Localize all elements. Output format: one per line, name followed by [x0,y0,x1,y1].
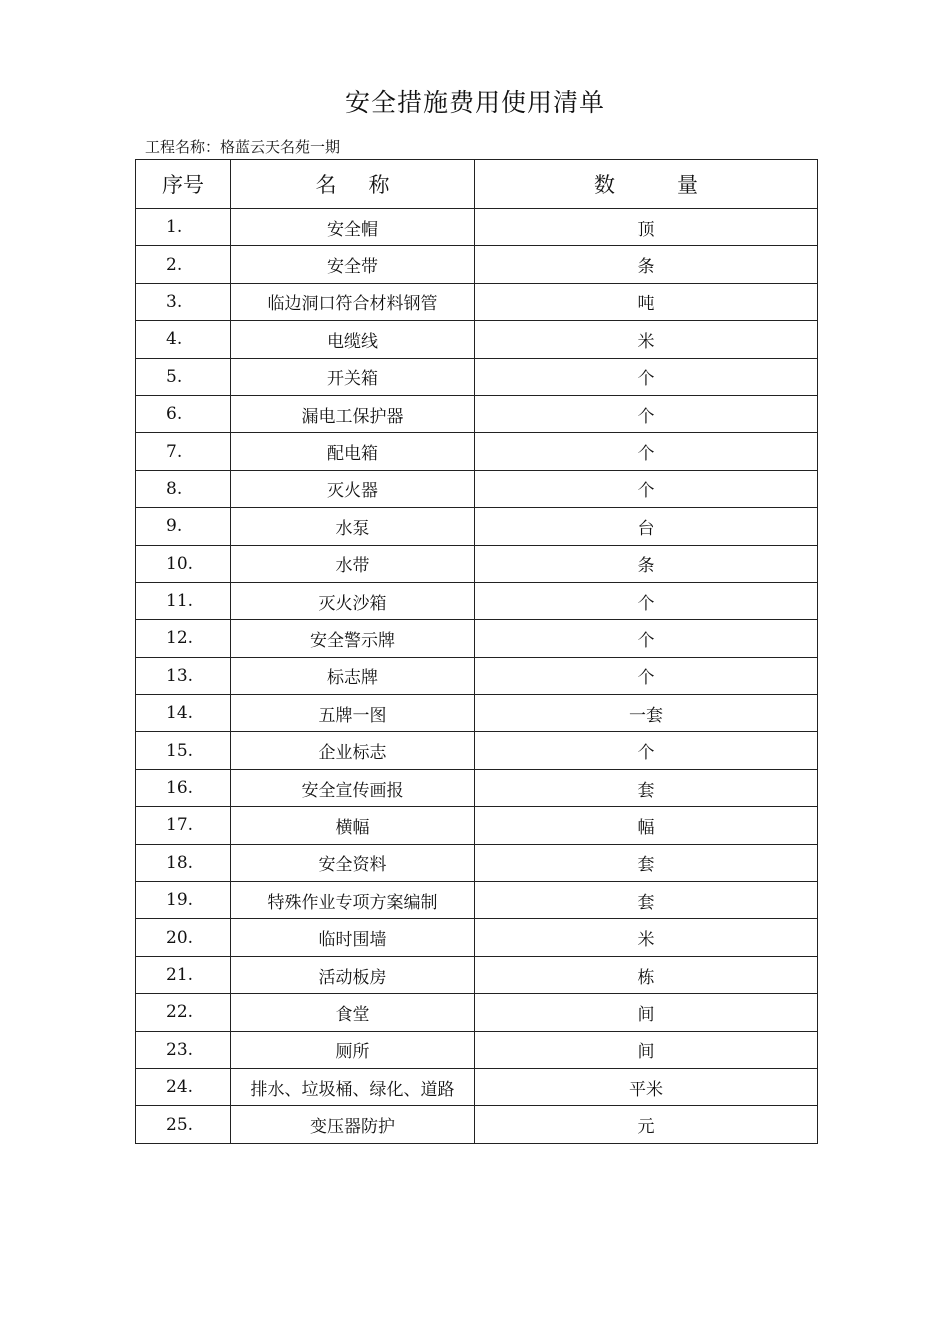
row-item-name: 食堂 [231,994,475,1031]
row-quantity-unit: 间 [475,994,818,1031]
table-row [136,620,818,657]
row-quantity-unit: 吨 [475,283,818,320]
table-row [136,956,818,993]
row-index: 10. [136,545,231,582]
table-row [136,695,818,732]
row-quantity-unit: 个 [475,470,818,507]
row-item-name: 漏电工保护器 [231,395,475,432]
row-item-name: 水带 [231,545,475,582]
row-quantity-unit: 条 [475,246,818,283]
row-item-name: 灭火沙箱 [231,582,475,619]
table-row [136,732,818,769]
row-quantity-unit: 个 [475,657,818,694]
table-row [136,395,818,432]
row-index: 24. [136,1068,231,1105]
row-quantity-unit: 套 [475,844,818,881]
row-index: 19. [136,882,231,919]
table-row [136,470,818,507]
row-index: 9. [136,508,231,545]
table-row [136,919,818,956]
row-index: 1. [136,209,231,246]
table-row [136,582,818,619]
row-quantity-unit: 元 [475,1106,818,1143]
row-item-name: 变压器防护 [231,1106,475,1143]
row-index: 18. [136,844,231,881]
header-index: 序号 [136,160,231,209]
row-item-name: 厕所 [231,1031,475,1068]
row-item-name: 电缆线 [231,321,475,358]
row-index: 22. [136,994,231,1031]
row-index: 5. [136,358,231,395]
table-row [136,433,818,470]
row-quantity-unit: 个 [475,732,818,769]
table-row [136,807,818,844]
row-item-name: 横幅 [231,807,475,844]
table-row [136,1031,818,1068]
row-index: 7. [136,433,231,470]
row-item-name: 标志牌 [231,657,475,694]
table-row [136,508,818,545]
row-index: 25. [136,1106,231,1143]
row-item-name: 安全资料 [231,844,475,881]
row-item-name: 临边洞口符合材料钢管 [231,283,475,320]
row-item-name: 特殊作业专项方案编制 [231,882,475,919]
row-quantity-unit: 个 [475,433,818,470]
row-item-name: 临时围墙 [231,919,475,956]
row-quantity-unit: 一套 [475,695,818,732]
row-item-name: 企业标志 [231,732,475,769]
header-name: 名称 [231,160,475,209]
row-index: 16. [136,769,231,806]
row-item-name: 配电箱 [231,433,475,470]
row-item-name: 安全帽 [231,209,475,246]
row-index: 15. [136,732,231,769]
row-quantity-unit: 平米 [475,1068,818,1105]
row-item-name: 安全宣传画报 [231,769,475,806]
table-row [136,246,818,283]
table-row [136,844,818,881]
row-quantity-unit: 条 [475,545,818,582]
row-index: 4. [136,321,231,358]
row-item-name: 水泵 [231,508,475,545]
row-index: 21. [136,956,231,993]
expense-table [135,159,818,1144]
row-index: 8. [136,470,231,507]
row-item-name: 安全带 [231,246,475,283]
row-quantity-unit: 个 [475,358,818,395]
table-row [136,882,818,919]
row-quantity-unit: 台 [475,508,818,545]
row-item-name: 灭火器 [231,470,475,507]
table-row [136,657,818,694]
table-row [136,545,818,582]
table-row [136,321,818,358]
table-header-row [136,160,818,209]
row-index: 20. [136,919,231,956]
project-label: 工程名称： [145,138,221,156]
project-name-line [145,136,340,158]
table-row [136,283,818,320]
row-quantity-unit: 个 [475,395,818,432]
page-title: 安全措施费用使用清单 [344,88,605,117]
row-index: 2. [136,246,231,283]
row-quantity-unit: 米 [475,919,818,956]
row-index: 12. [136,620,231,657]
row-quantity-unit: 套 [475,769,818,806]
row-index: 3. [136,283,231,320]
table-body [136,209,818,1144]
row-item-name: 排水、垃圾桶、绿化、道路 [231,1068,475,1105]
row-quantity-unit: 间 [475,1031,818,1068]
row-index: 6. [136,395,231,432]
table-row [136,209,818,246]
row-quantity-unit: 套 [475,882,818,919]
table-row [136,994,818,1031]
row-item-name: 开关箱 [231,358,475,395]
row-quantity-unit: 幅 [475,807,818,844]
row-quantity-unit: 顶 [475,209,818,246]
row-item-name: 活动板房 [231,956,475,993]
row-quantity-unit: 个 [475,582,818,619]
project-name: 格蓝云天名苑一期 [220,138,341,156]
row-item-name: 五牌一图 [231,695,475,732]
header-quantity: 数量 [475,160,818,209]
table-row [136,358,818,395]
table-row [136,1068,818,1105]
row-item-name: 安全警示牌 [231,620,475,657]
row-quantity-unit: 个 [475,620,818,657]
row-index: 11. [136,582,231,619]
row-index: 13. [136,657,231,694]
table-row [136,1106,818,1143]
row-index: 23. [136,1031,231,1068]
row-index: 14. [136,695,231,732]
row-index: 17. [136,807,231,844]
row-quantity-unit: 米 [475,321,818,358]
table-row [136,769,818,806]
row-quantity-unit: 栋 [475,956,818,993]
